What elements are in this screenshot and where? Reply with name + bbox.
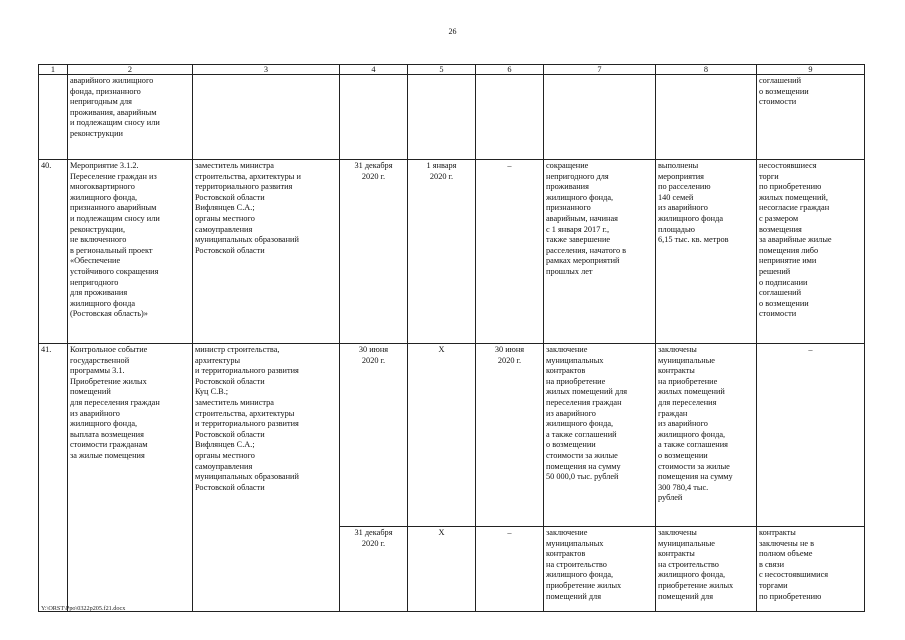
program-table	[38, 64, 865, 612]
file-path-footer: Y:\ORST\Ppo\0322p205.f21.docx	[41, 605, 126, 612]
planned-date-cell	[340, 75, 408, 160]
end-date-cell	[476, 75, 544, 160]
planned-result-cell: заключение муниципальных контрактов на строительство жилищного фонда, приобретение жилых помещений для	[544, 527, 656, 612]
responsible-cell: министр строительства, архитектуры и территориального развития Ростовской области Куц С.В.; заместитель министра строительства, архитектуры и территориального развития Ростовской области Вифлянцев С.А.; органы местного самоуправления муниципальных образований Ростовской области	[193, 344, 340, 612]
page-number: 26	[448, 27, 457, 36]
end-date-cell: –	[476, 160, 544, 344]
column-number-row	[39, 65, 865, 75]
column-number: 9	[757, 65, 865, 75]
reasons-cell: соглашений о возмещении стоимости	[757, 75, 865, 160]
reasons-cell: контракты заключены не в полном объеме в связи с несостоявшимися торгами по приобретению	[757, 527, 865, 612]
end-date-cell: 30 июня 2020 г.	[476, 344, 544, 527]
planned-date-cell: 31 декабря 2020 г.	[340, 527, 408, 612]
table-row	[39, 344, 865, 527]
column-number: 6	[476, 65, 544, 75]
column-number: 4	[340, 65, 408, 75]
responsible-cell	[193, 75, 340, 160]
planned-result-cell	[544, 75, 656, 160]
actual-result-cell: выполнены мероприятия по расселению 140 семей из аварийного жилищного фонда площадью 6,15 тыс. кв. метров	[656, 160, 757, 344]
end-date-cell: –	[476, 527, 544, 612]
start-date-cell: Х	[408, 344, 476, 527]
column-number: 1	[39, 65, 68, 75]
row-number-cell	[39, 75, 68, 160]
reasons-cell: несостоявшиеся торги по приобретению жилых помещений, несогласие граждан с размером возмещения за аварийные жилые помещения либо непринятие ими решений о подписании соглашений о возмещении стоимости	[757, 160, 865, 344]
table-row	[39, 160, 865, 344]
row-number-cell: 41.	[39, 344, 68, 612]
start-date-cell: 1 января 2020 г.	[408, 160, 476, 344]
measure-name-cell: аварийного жилищного фонда, признанного непригодным для проживания, аварийным и подлежащим сносу или реконструкции	[68, 75, 193, 160]
responsible-cell: заместитель министра строительства, архитектуры и территориального развития Ростовской области Вифлянцев С.А.; органы местного самоуправления муниципальных образований Ростовской области	[193, 160, 340, 344]
reasons-cell: –	[757, 344, 865, 527]
column-number: 3	[193, 65, 340, 75]
actual-result-cell: заключены муниципальные контракты на приобретение жилых помещений для переселения граждан из аварийного жилищного фонда, а также соглашения о возмещении стоимости за жилые помещения на сумму 300 780,4 тыс. рублей	[656, 344, 757, 527]
planned-result-cell: сокращение непригодного для проживания жилищного фонда, признанного аварийным, начиная с 1 января 2017 г., также завершение расселения, начатого в рамках мероприятий прошлых лет	[544, 160, 656, 344]
column-number: 7	[544, 65, 656, 75]
actual-result-cell	[656, 75, 757, 160]
measure-name-cell: Контрольное событие государственной программы 3.1. Приобретение жилых помещений для переселения граждан из аварийного жилищного фонда, выплата возмещения стоимости гражданам за жилые помещения	[68, 344, 193, 612]
actual-result-cell: заключены муниципальные контракты на строительство жилищного фонда, приобретение жилых помещений для	[656, 527, 757, 612]
planned-result-cell: заключение муниципальных контрактов на приобретение жилых помещений для переселения граждан из аварийного жилищного фонда, а также соглашений о возмещении стоимости за жилые помещения на сумму 50 000,0 тыс. рублей	[544, 344, 656, 527]
row-number-cell: 40.	[39, 160, 68, 344]
column-number: 5	[408, 65, 476, 75]
column-number: 8	[656, 65, 757, 75]
column-number: 2	[68, 65, 193, 75]
start-date-cell: Х	[408, 527, 476, 612]
measure-name-cell: Мероприятие 3.1.2. Переселение граждан из многоквартирного жилищного фонда, признанного аварийным и подлежащим сносу или реконструкции, не включенного в региональный проект «Обеспечение устойчивого сокращения непригодного для проживания жилищного фонда (Ростовская область)»	[68, 160, 193, 344]
planned-date-cell: 31 декабря 2020 г.	[340, 160, 408, 344]
start-date-cell	[408, 75, 476, 160]
table-row	[39, 75, 865, 160]
planned-date-cell: 30 июня 2020 г.	[340, 344, 408, 527]
